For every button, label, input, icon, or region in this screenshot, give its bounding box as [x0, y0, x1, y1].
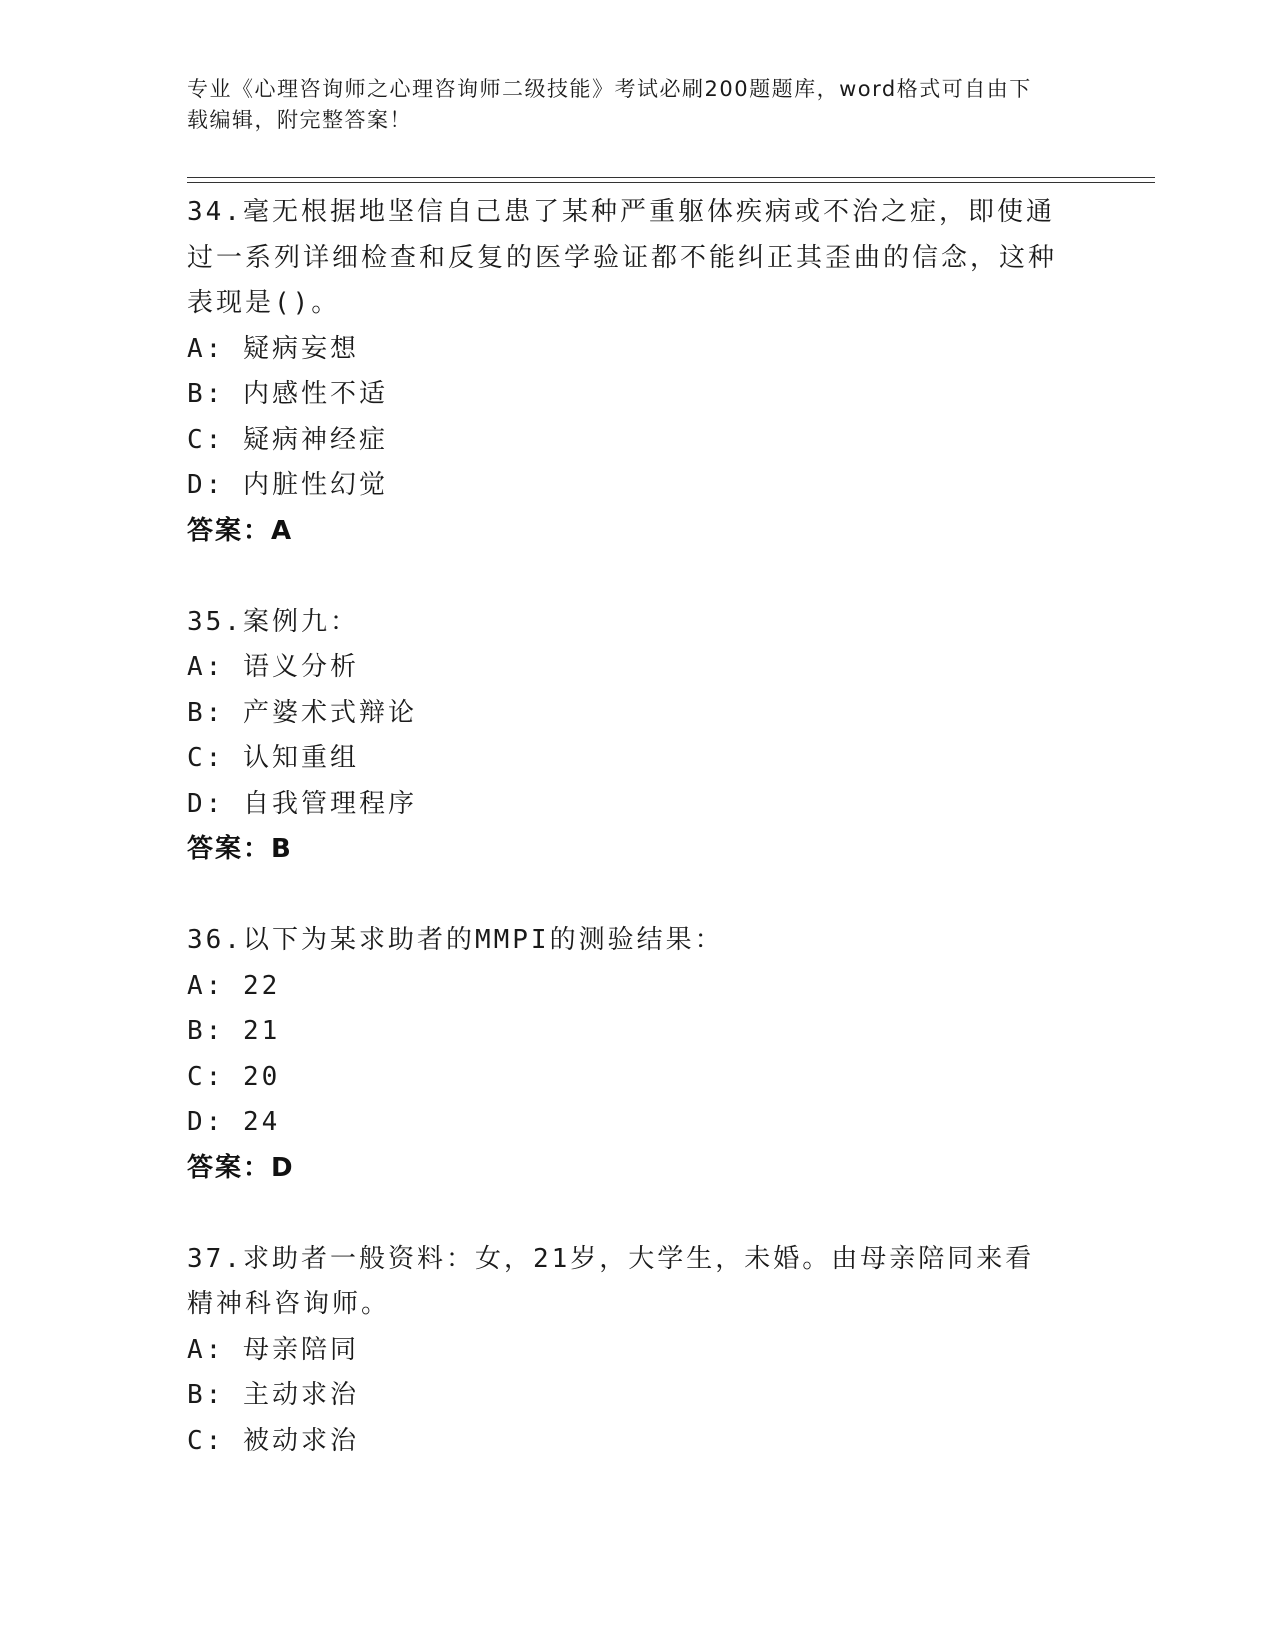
question-37 [187, 1237, 1087, 1465]
spacer [187, 554, 1087, 600]
option-a: A: 语义分析 [187, 652, 359, 682]
question-stem: 34.毫无根据地坚信自己患了某种严重躯体疾病或不治之症，即使通过一系列详细检查和反复的医学验证都不能纠正其歪曲的信念，这种表现是()。 [187, 197, 1058, 318]
question-36 [187, 918, 1087, 1191]
option-c: C: 被动求治 [187, 1425, 359, 1456]
option-b: B: 主动求治 [187, 1380, 359, 1410]
answer: 答案：B [187, 834, 293, 864]
option-a: A: 22 [187, 970, 281, 1001]
question-stem: 37.求助者一般资料：女，21岁，大学生，未婚。由母亲陪同来看精神科咨询师。 [187, 1243, 1035, 1319]
option-a: A: 母亲陪同 [187, 1334, 359, 1365]
option-d: D: 24 [187, 1107, 281, 1137]
answer: 答案：D [187, 1152, 295, 1183]
option-b: B: 内感性不适 [187, 379, 388, 409]
option-a: A: 疑病妄想 [187, 333, 359, 364]
spacer [187, 1191, 1087, 1237]
option-b: B: 21 [187, 1016, 281, 1046]
question-list [187, 190, 1087, 1464]
option-c: C: 疑病神经症 [187, 424, 388, 455]
header-divider [187, 177, 1155, 183]
answer: 答案：A [187, 515, 294, 546]
option-b: B: 产婆术式辩论 [187, 697, 417, 728]
spacer [187, 873, 1087, 919]
question-34 [187, 190, 1087, 554]
option-c: C: 20 [187, 1061, 281, 1092]
option-d: D: 自我管理程序 [187, 788, 417, 819]
option-c: C: 认知重组 [187, 743, 359, 773]
question-stem: 35.案例九： [187, 606, 359, 637]
document-header: 专业《心理咨询师之心理咨询师二级技能》考试必刷200题题库，word格式可自由下载编辑，附完整答案！ [187, 77, 1032, 132]
option-d: D: 内脏性幻觉 [187, 470, 388, 500]
question-35 [187, 600, 1087, 873]
document-page [187, 0, 1157, 1650]
question-stem: 36.以下为某求助者的MMPI的测验结果： [187, 925, 724, 955]
